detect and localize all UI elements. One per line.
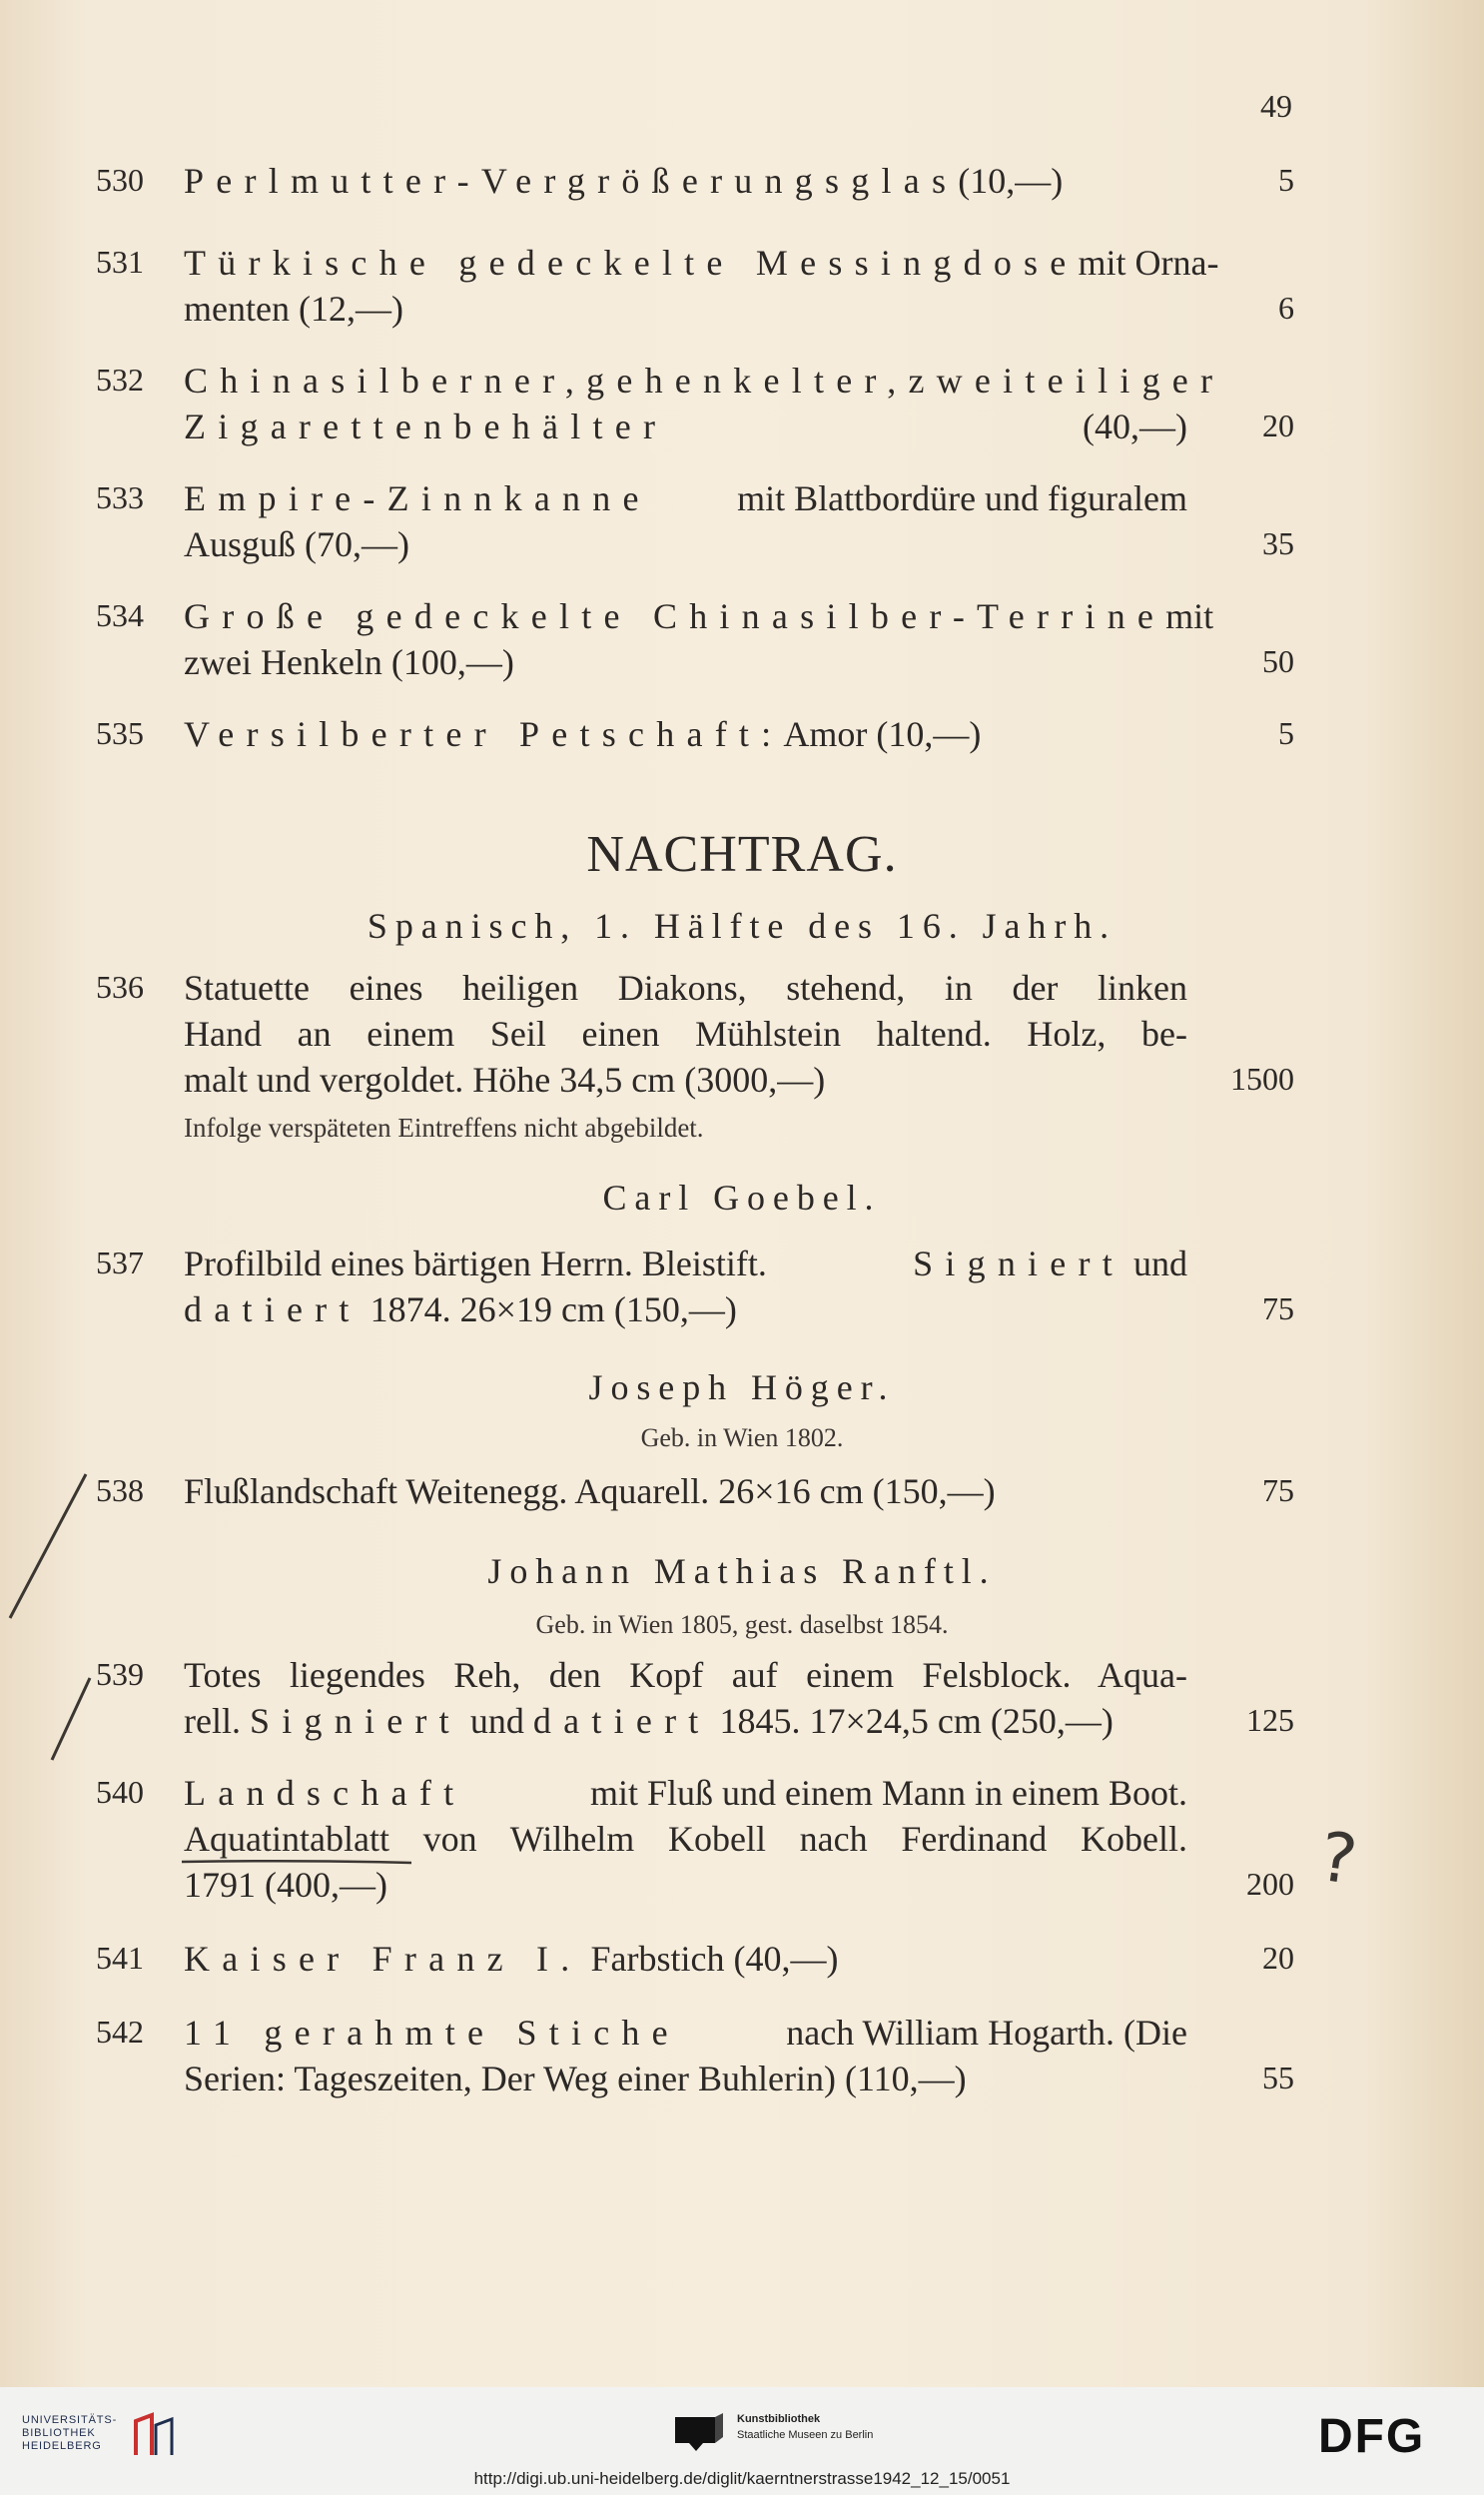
entry-line-part: mit [1165,596,1214,636]
entry-line-spaced: Zigarettenbehälter [184,407,668,446]
entry-note-536: Infolge verspäteten Eintreffens nicht abgebildet. [184,1113,704,1143]
entry-line-part: Profilbild eines bärtigen Herrn. Bleistift. [184,1244,767,1283]
entry-line [184,240,1219,286]
entry-line: Hand an einem Seil einen Mühlstein haltend. Holz, be- [184,1014,1187,1054]
entry-line-part: nach William Hogarth. (Die [786,2013,1187,2053]
entry-price: 5 [1278,162,1294,198]
entry-text [184,2010,1187,2101]
entry-price: 200 [1246,1866,1294,1902]
entry-line: Aquatintablatt von Wilhelm Kobell nach Ferdinand Kobell. [184,1819,1187,1859]
entry-line [184,286,1187,332]
entry-line-part: Farbstich (40,—) [581,1939,839,1979]
entry-line-part: 1874. 26×19 cm (150,—) [361,1289,737,1329]
entry-line [184,711,1187,757]
entry-price: 125 [1246,1702,1294,1738]
entry-line-spaced: datiert [184,1289,362,1329]
entry-text [184,1770,1187,1908]
library-line: HEIDELBERG [22,2440,102,2452]
entry-price: 1500 [1230,1061,1294,1097]
entry-text [184,1468,1187,1514]
entry-number: 535 [96,715,144,751]
entry-line [184,158,1187,204]
entry-line-part: Amor (10,—) [783,714,982,754]
entry-text [184,358,1225,449]
library-line: UNIVERSITÄTS- [22,2414,118,2426]
entry-line [184,475,1187,521]
entry-line [184,358,1225,404]
entry-number: 540 [96,1774,144,1810]
entry-line-spaced: Signiert [913,1244,1124,1283]
group-heading-ranftl: Johann Mathias Ranftl. [487,1551,997,1591]
entry-line-part: Ausguß (70,—) [184,524,409,564]
entry-line-spaced: gehenkelter, [586,361,909,401]
pencil-stroke [52,1678,90,1760]
entry-line-part: rell. [184,1701,250,1741]
entry-line-spaced: zweiteiliger [908,361,1225,401]
entry-line [184,1698,1187,1744]
entry-line-spaced: datiert [532,1701,711,1741]
group-heading-goebel: Carl Goebel. [602,1178,882,1218]
entry-price: 20 [1262,408,1294,443]
entry-number: 532 [96,362,144,398]
entry-line-spaced: Versilberter Petschaft: [184,714,784,754]
entry-line-spaced: Signiert [249,1701,461,1741]
entry-line [184,593,1214,639]
entry-price: 50 [1262,643,1294,679]
kunstbibliothek-logo-icon [675,2411,723,2451]
entry-line-spaced: Chinasilberner, [184,361,587,401]
entry-line: Flußlandschaft Weitenegg. Aquarell. 26×16 cm (150,—) [184,1471,996,1511]
entry-number: 541 [96,1940,144,1976]
entry-text [184,1241,1187,1332]
entry-line [184,1936,1187,1982]
entry-number: 533 [96,479,144,515]
entry-line [184,404,1187,449]
entry-line [184,639,1187,685]
pencil-underline [180,1856,419,1868]
entry-line-spaced: Empire-Zinnkanne [184,478,651,518]
entry-number: 536 [96,969,144,1005]
pencil-stroke [10,1474,86,1618]
entry-line-part: (40,—) [1083,407,1187,446]
section-title: NACHTRAG. [586,826,898,883]
entry-line [184,1241,1187,1286]
entry-line: Serien: Tageszeiten, Der Weg einer Buhlerin) (110,—) [184,2059,967,2098]
entry-line: malt und vergoldet. Höhe 34,5 cm (3000,—) [184,1060,826,1100]
entry-line-part: mit Orna- [1078,243,1219,283]
entry-text [184,711,1187,757]
entry-line [184,2010,1187,2056]
entry-price: 75 [1262,1290,1294,1326]
entry-line-spaced: Kaiser Franz I. [184,1939,582,1979]
pencil-margin-marks [0,1468,110,1768]
entry-line-spaced: Landschaft [184,1773,466,1813]
entry-line-part: und [1124,1244,1187,1283]
entry-line: Statuette eines heiligen Diakons, stehend, in der linken [184,968,1187,1008]
group-heading-spanisch: Spanisch, 1. Hälfte des 16. Jahrh. [367,906,1117,946]
entry-line: Totes liegendes Reh, den Kopf auf einem Felsblock. Aqua- [184,1655,1187,1695]
university-library-logo-icon [132,2411,176,2459]
entry-price: 20 [1262,1940,1294,1976]
entry-line [184,1286,1187,1332]
library-name [22,2414,117,2453]
entry-line-part: menten (12,—) [184,289,403,329]
group-note-hoeger: Geb. in Wien 1802. [640,1423,844,1452]
entry-line-part [913,1241,1187,1286]
entry-text [184,475,1187,567]
library-line: BIBLIOTHEK [22,2427,96,2439]
dfg-logo: DFG [1318,2410,1426,2463]
entry-text [184,1652,1187,1744]
entry-line: 1791 (400,—) [184,1865,387,1905]
kunstbibliothek-title: Kunstbibliothek [737,2413,821,2425]
permalink-url[interactable]: http://digi.ub.uni-heidelberg.de/diglit/kaerntnerstrasse1942_12_15/0051 [473,2469,1011,2488]
kunstbibliothek-credit [737,2411,873,2443]
entry-line [184,521,1187,567]
entry-line-part: mit Blattbordüre und figuralem [737,478,1187,518]
entry-line-part: und [460,1701,533,1741]
entry-text [184,593,1214,685]
entry-number: 537 [96,1245,144,1280]
entry-number: 538 [96,1472,144,1508]
entry-price: 75 [1262,1472,1294,1508]
entry-number: 531 [96,244,144,280]
entry-text [184,1936,1187,1982]
entry-price: 5 [1278,715,1294,751]
group-note-ranftl: Geb. in Wien 1805, gest. daselbst 1854. [535,1610,949,1639]
entry-line-spaced: Perlmutter-Vergrößerungsglas [184,161,959,201]
entry-line-spaced: 11 gerahmte Stiche [184,2013,680,2053]
entry-price: 35 [1262,525,1294,561]
entry-text [184,965,1187,1103]
entry-number: 542 [96,2014,144,2050]
group-heading-hoeger: Joseph Höger. [588,1367,896,1407]
pencil-question-mark: ? [1314,1817,1362,1902]
entry-price: 55 [1262,2060,1294,2095]
entry-line-part: mit Fluß und einem Mann in einem Boot. [590,1773,1187,1813]
entry-line-part: 1845. 17×24,5 cm (250,—) [710,1701,1113,1741]
page-number: 49 [1260,88,1292,124]
entry-line-spaced: Große gedeckelte Chinasilber-Terrine [184,596,1166,636]
entry-price: 6 [1278,290,1294,326]
digitization-footer [0,2387,1484,2495]
entry-line-spaced: Türkische gedeckelte Messingdose [184,243,1079,283]
entry-text [184,240,1219,332]
entry-text [184,158,1187,204]
entry-line [184,1770,1187,1816]
entry-number: 534 [96,597,144,633]
entry-line-part: zwei Henkeln (100,—) [184,642,514,682]
entry-line-part: (10,—) [958,161,1064,201]
entry-number: 530 [96,162,144,198]
pencil-stroke [182,1861,411,1863]
entry-number: 539 [96,1656,144,1692]
kunstbibliothek-subtitle: Staatliche Museen zu Berlin [737,2429,874,2441]
